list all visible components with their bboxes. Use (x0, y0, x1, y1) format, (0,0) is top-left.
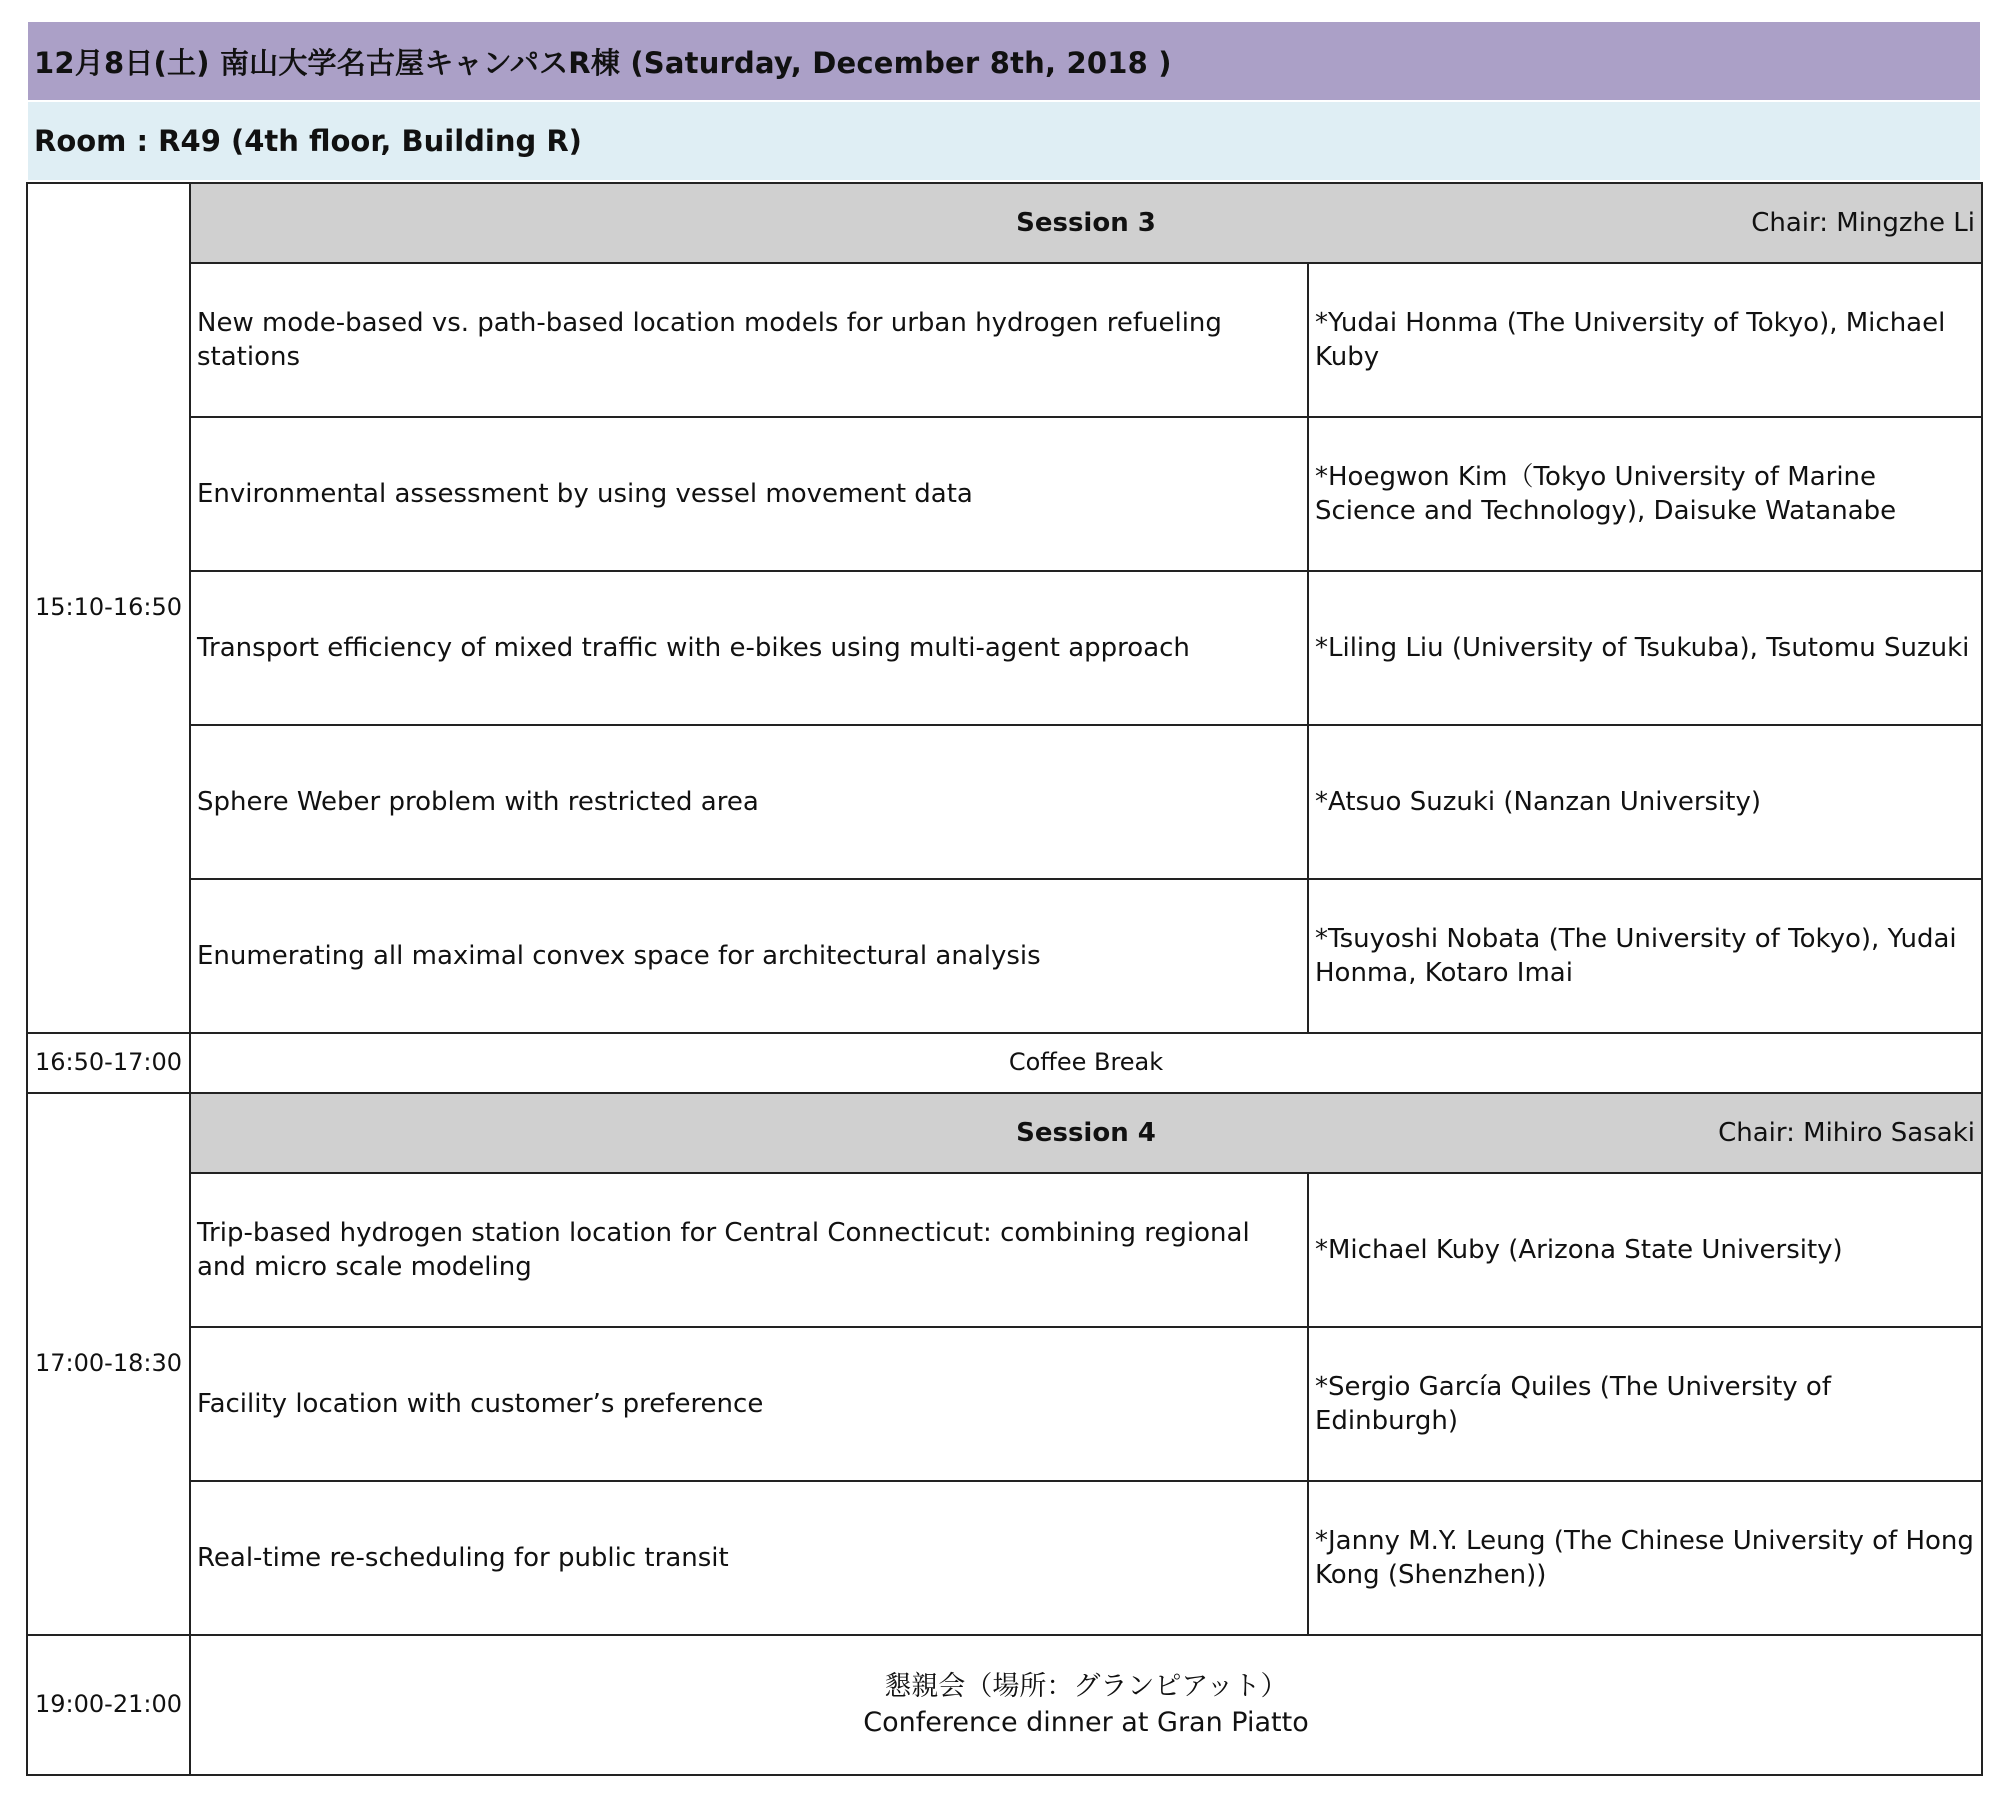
talk-authors: *Tsuyoshi Nobata (The University of Tokyo), Yudai Honma, Kotaro Imai (1308, 879, 1982, 1033)
table-row (27, 571, 1982, 725)
dinner-label-jp: 懇親会（場所：グランピアット） (884, 1671, 1288, 1703)
table-row (27, 1173, 1982, 1327)
coffee-break-row (27, 1033, 1982, 1093)
talk-authors: *Atsuo Suzuki (Nanzan University) (1308, 725, 1982, 879)
session-3-header-row (27, 183, 1982, 263)
session-title: Session 3 (1016, 207, 1156, 238)
talk-authors: *Liling Liu (University of Tsukuba), Tsutomu Suzuki (1308, 571, 1982, 725)
time-slot-coffee-break: 16:50-17:00 (27, 1033, 190, 1093)
talk-title: New mode-based vs. path-based location models for urban hydrogen refueling stations (190, 263, 1308, 417)
talk-authors: *Yudai Honma (The University of Tokyo), Michael Kuby (1308, 263, 1982, 417)
dinner-row (27, 1635, 1982, 1775)
talk-title: Sphere Weber problem with restricted area (190, 725, 1308, 879)
session-4-header-row (27, 1093, 1982, 1173)
dinner-cell (190, 1635, 1982, 1775)
talk-authors: *Hoegwon Kim（Tokyo University of Marine Science and Technology), Daisuke Watanabe (1308, 417, 1982, 571)
talk-authors: *Sergio García Quiles (The University of Edinburgh) (1308, 1327, 1982, 1481)
room-header: Room : R49 (4th floor, Building R) (28, 102, 1980, 180)
table-row (27, 1327, 1982, 1481)
session-chair: Chair: Mingzhe Li (1751, 207, 1975, 238)
coffee-break-label: Coffee Break (190, 1033, 1982, 1093)
session-chair: Chair: Mihiro Sasaki (1718, 1117, 1975, 1148)
table-row (27, 417, 1982, 571)
talk-authors: *Janny M.Y. Leung (The Chinese University of Hong Kong (Shenzhen)) (1308, 1481, 1982, 1635)
talk-title: Real-time re-scheduling for public transit (190, 1481, 1308, 1635)
session-3-header (190, 183, 1982, 263)
talk-title: Transport efficiency of mixed traffic with e-bikes using multi-agent approach (190, 571, 1308, 725)
session-4-header (190, 1093, 1982, 1173)
table-row (27, 263, 1982, 417)
table-row (27, 1481, 1982, 1635)
dinner-label-en: Conference dinner at Gran Piatto (863, 1707, 1309, 1738)
time-slot-session-3: 15:10-16:50 (27, 183, 190, 1033)
talk-title: Enumerating all maximal convex space for architectural analysis (190, 879, 1308, 1033)
talk-authors: *Michael Kuby (Arizona State University) (1308, 1173, 1982, 1327)
talk-title: Facility location with customer’s preference (190, 1327, 1308, 1481)
date-header: 12月8日(土) 南山大学名古屋キャンパスR棟 (Saturday, December 8th, 2018 ) (28, 22, 1980, 100)
time-slot-session-4: 17:00-18:30 (27, 1093, 190, 1635)
schedule-table (26, 182, 1983, 1776)
talk-title: Trip-based hydrogen station location for Central Connecticut: combining regional and micro scale modeling (190, 1173, 1308, 1327)
table-row (27, 879, 1982, 1033)
table-row (27, 725, 1982, 879)
talk-title: Environmental assessment by using vessel movement data (190, 417, 1308, 571)
time-slot-dinner: 19:00-21:00 (27, 1635, 190, 1775)
session-title: Session 4 (1016, 1117, 1156, 1148)
